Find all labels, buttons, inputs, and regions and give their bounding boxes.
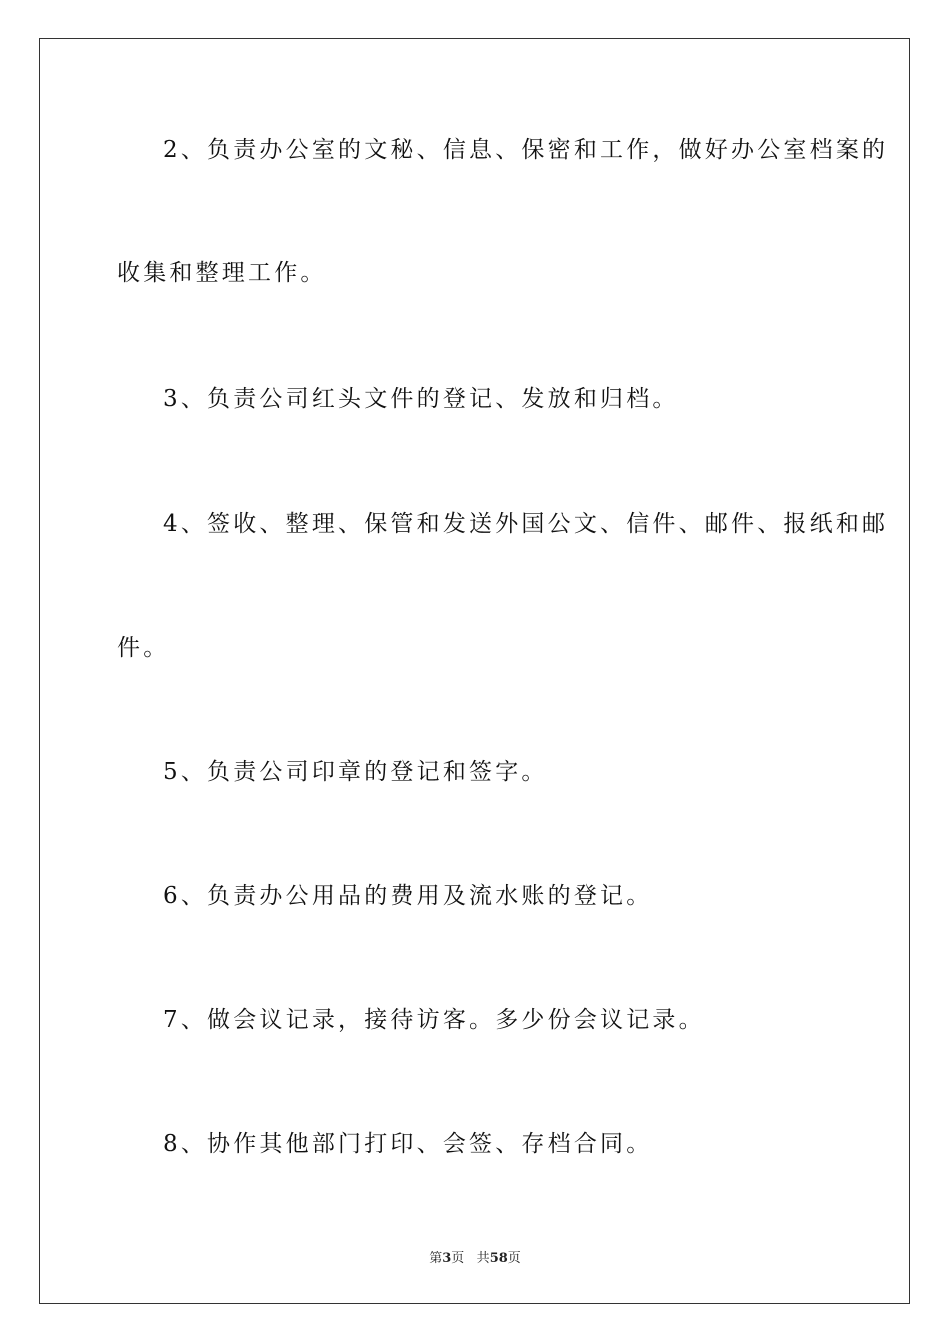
footer-page-prefix: 第 <box>429 1251 443 1266</box>
paragraph-6: 6、负责办公用品的费用及流水账的登记。 <box>163 883 653 909</box>
paragraph-4-line-2: 件。 <box>117 635 170 661</box>
page-footer <box>0 1247 950 1266</box>
footer-page-suffix: 页 <box>451 1251 465 1266</box>
paragraph-7: 7、做会议记录，接待访客。多少份会议记录。 <box>163 1007 705 1033</box>
paragraph-2-line-1: 2、负责办公室的文秘、信息、保密和工作，做好办公室档案的 <box>163 137 889 163</box>
paragraph-3: 3、负责公司红头文件的登记、发放和归档。 <box>163 386 679 412</box>
paragraph-4-line-1: 4、签收、整理、保管和发送外国公文、信件、邮件、报纸和邮 <box>163 511 889 537</box>
footer-total-suffix: 页 <box>507 1251 521 1266</box>
footer-page-number: 3 <box>442 1251 452 1266</box>
paragraph-5: 5、负责公司印章的登记和签字。 <box>163 759 548 785</box>
footer-total-prefix: 共 <box>476 1251 490 1266</box>
page-border <box>39 38 910 1304</box>
footer-total-pages: 58 <box>489 1251 508 1266</box>
paragraph-8: 8、协作其他部门打印、会签、存档合同。 <box>163 1131 653 1157</box>
paragraph-2-line-2: 收集和整理工作。 <box>117 260 327 286</box>
